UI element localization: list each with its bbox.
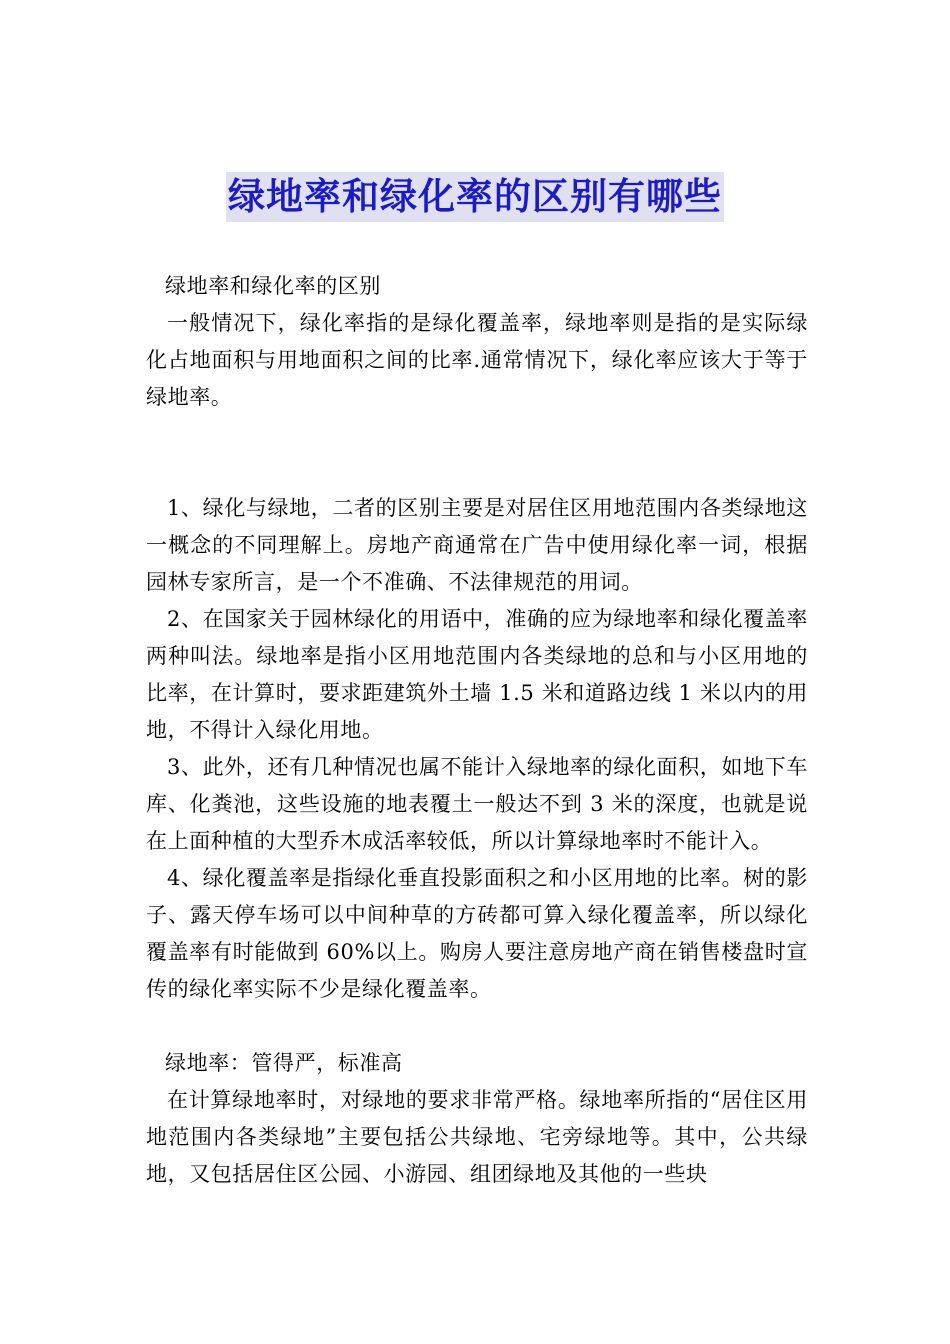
point-paragraph-3: 3、此外，还有几种情况也属不能计入绿地率的绿化面积，如地下车库、化粪池，这些设施的地表覆土一般达不到 3 米的深度，也就是说在上面种植的大型乔木成活率较低，所以计算绿地率时不能计入。 (146, 755, 808, 853)
blank-line (146, 453, 808, 490)
body-paragraph: 在计算绿地率时，对绿地的要求非常严格。绿地率所指的“居住区用地范围内各类绿地”主要包括公共绿地、宅旁绿地等。其中，公共绿地，又包括居住区公园、小游园、组团绿地及其他的一些块 (146, 1088, 808, 1186)
document-body (146, 268, 808, 1193)
section-heading: 绿地率：管得严，标准高 (165, 1051, 403, 1075)
section-heading: 绿地率和绿化率的区别 (165, 274, 381, 298)
title-container (0, 172, 950, 222)
point-paragraph-4: 4、绿化覆盖率是指绿化垂直投影面积之和小区用地的比率。树的影子、露天停车场可以中间种草的方砖都可算入绿化覆盖率，所以绿化覆盖率有时能做到 60%以上。购房人要注意房地产商在销售楼盘时宣传的绿化率实际不少是绿化覆盖率。 (146, 866, 808, 1001)
point-paragraph-2: 2、在国家关于园林绿化的用语中，准确的应为绿地率和绿化覆盖率两种叫法。绿地率是指小区用地范围内各类绿地的总和与小区用地的比率，在计算时，要求距建筑外土墙 1.5 米和道路边线 1 米以内的用地，不得计入绿化用地。 (146, 607, 808, 742)
point-paragraph-1: 1、绿化与绿地，二者的区别主要是对居住区用地范围内各类绿地这一概念的不同理解上。房地产商通常在广告中使用绿化率一词，根据园林专家所言，是一个不准确、不法律规范的用词。 (146, 496, 808, 594)
intro-paragraph: 一般情况下，绿化率指的是绿化覆盖率，绿地率则是指的是实际绿化占地面积与用地面积之间的比率.通常情况下，绿化率应该大于等于绿地率。 (146, 311, 808, 409)
document-title: 绿地率和绿化率的区别有哪些 (226, 172, 724, 222)
blank-line (146, 1008, 808, 1045)
blank-line (146, 416, 808, 453)
